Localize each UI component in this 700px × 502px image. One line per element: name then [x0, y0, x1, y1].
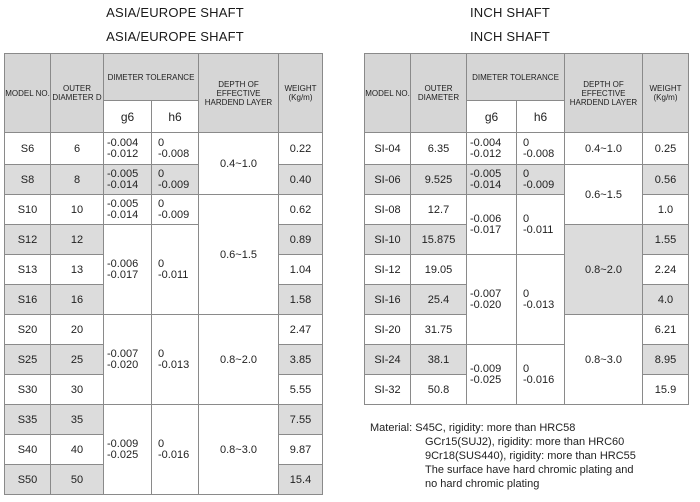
diameter-cell: 25.4 [411, 285, 467, 315]
section-subtitle: ASIA/EUROPE SHAFT [106, 29, 244, 44]
model-cell: SI-06 [365, 165, 411, 195]
g6-cell: -0.004 -0.012 [467, 133, 517, 165]
weight-cell: 15.4 [279, 465, 323, 495]
diameter-cell: 9.525 [411, 165, 467, 195]
col-model-header: MODEL NO. [365, 54, 411, 133]
depth-cell: 0.4~1.0 [565, 133, 643, 165]
depth-cell: 0.4~1.0 [199, 133, 279, 195]
weight-cell: 0.89 [279, 225, 323, 255]
g6-cell: -0.007 -0.020 [104, 315, 152, 405]
depth-cell: 0.6~1.5 [199, 195, 279, 315]
diameter-cell: 16 [51, 285, 104, 315]
weight-cell: 7.55 [279, 405, 323, 435]
depth-cell: 0.8~3.0 [199, 405, 279, 495]
col-h6-header: h6 [517, 101, 565, 133]
diameter-cell: 6.35 [411, 133, 467, 165]
model-cell: SI-20 [365, 315, 411, 345]
col-g6-header: g6 [104, 101, 152, 133]
g6-cell: -0.006 -0.017 [104, 225, 152, 315]
material-line: Material: S45C, rigidity: more than HRC58 [370, 422, 576, 434]
h6-cell: 0 -0.008 [152, 133, 199, 165]
diameter-cell: 31.75 [411, 315, 467, 345]
material-line: GCr15(SUJ2), rigidity: more than HRC60 [425, 436, 625, 448]
weight-cell: 2.24 [643, 255, 689, 285]
h6-cell: 0 -0.016 [152, 405, 199, 495]
g6-cell: -0.007 -0.020 [467, 255, 517, 345]
col-h6-header: h6 [152, 101, 199, 133]
diameter-cell: 38.1 [411, 345, 467, 375]
col-outer-header: OUTER DIAMETER [411, 54, 467, 133]
diameter-cell: 50.8 [411, 375, 467, 405]
model-cell: S13 [5, 255, 51, 285]
h6-cell: 0 -0.008 [517, 133, 565, 165]
diameter-cell: 12 [51, 225, 104, 255]
g6-cell: -0.005 -0.014 [467, 165, 517, 195]
col-weight-header: WEIGHT (Kg/m) [279, 54, 323, 133]
h6-cell: 0 -0.009 [152, 195, 199, 225]
diameter-cell: 12.7 [411, 195, 467, 225]
col-weight-header: WEIGHT (Kg/m) [643, 54, 689, 133]
model-cell: SI-24 [365, 345, 411, 375]
diameter-cell: 40 [51, 435, 104, 465]
weight-cell: 0.62 [279, 195, 323, 225]
model-cell: S35 [5, 405, 51, 435]
diameter-cell: 30 [51, 375, 104, 405]
model-cell: SI-12 [365, 255, 411, 285]
g6-cell: -0.006 -0.017 [467, 195, 517, 255]
model-cell: S10 [5, 195, 51, 225]
diameter-cell: 8 [51, 165, 104, 195]
model-cell: S6 [5, 133, 51, 165]
col-tolerance-header: DIMETER TOLERANCE [467, 54, 565, 101]
weight-cell: 1.55 [643, 225, 689, 255]
weight-cell: 9.87 [279, 435, 323, 465]
material-notes [370, 421, 636, 491]
diameter-cell: 15.875 [411, 225, 467, 255]
h6-cell: 0 -0.009 [517, 165, 565, 195]
g6-cell: -0.005 -0.014 [104, 165, 152, 195]
depth-cell: 0.8~2.0 [565, 225, 643, 315]
material-line: 9Cr18(SUS440), rigidity: more than HRC55 [425, 450, 636, 462]
col-depth-header: DEPTH OF EFFECTIVE HARDEND LAYER [199, 54, 279, 133]
g6-cell: -0.009 -0.025 [467, 345, 517, 405]
diameter-cell: 10 [51, 195, 104, 225]
model-cell: SI-32 [365, 375, 411, 405]
section-title: ASIA/EUROPE SHAFT [106, 5, 244, 20]
weight-cell: 0.22 [279, 133, 323, 165]
col-g6-header: g6 [467, 101, 517, 133]
diameter-cell: 25 [51, 345, 104, 375]
h6-cell: 0 -0.011 [517, 195, 565, 255]
weight-cell: 0.40 [279, 165, 323, 195]
diameter-cell: 13 [51, 255, 104, 285]
model-cell: SI-10 [365, 225, 411, 255]
h6-cell: 0 -0.011 [152, 225, 199, 315]
model-cell: SI-08 [365, 195, 411, 225]
g6-cell: -0.005 -0.014 [104, 195, 152, 225]
col-tolerance-header: DIMETER TOLERANCE [104, 54, 199, 101]
diameter-cell: 19.05 [411, 255, 467, 285]
model-cell: SI-16 [365, 285, 411, 315]
model-cell: S25 [5, 345, 51, 375]
model-cell: S40 [5, 435, 51, 465]
diameter-cell: 50 [51, 465, 104, 495]
h6-cell: 0 -0.009 [152, 165, 199, 195]
diameter-cell: 20 [51, 315, 104, 345]
model-cell: SI-04 [365, 133, 411, 165]
weight-cell: 0.56 [643, 165, 689, 195]
h6-cell: 0 -0.013 [152, 315, 199, 405]
g6-cell: -0.009 -0.025 [104, 405, 152, 495]
diameter-cell: 6 [51, 133, 104, 165]
inch-table [364, 53, 689, 405]
weight-cell: 5.55 [279, 375, 323, 405]
model-cell: S8 [5, 165, 51, 195]
depth-cell: 0.8~2.0 [199, 315, 279, 405]
h6-cell: 0 -0.016 [517, 345, 565, 405]
model-cell: S50 [5, 465, 51, 495]
weight-cell: 1.04 [279, 255, 323, 285]
col-depth-header: DEPTH OF EFFECTIVE HARDEND LAYER [565, 54, 643, 133]
h6-cell: 0 -0.013 [517, 255, 565, 345]
weight-cell: 3.85 [279, 345, 323, 375]
weight-cell: 6.21 [643, 315, 689, 345]
weight-cell: 4.0 [643, 285, 689, 315]
model-cell: S30 [5, 375, 51, 405]
section-title: INCH SHAFT [470, 5, 550, 20]
material-line: no hard chromic plating [425, 478, 540, 490]
weight-cell: 1.58 [279, 285, 323, 315]
depth-cell: 0.8~3.0 [565, 315, 643, 405]
col-outer-header: OUTER DIAMETER D [51, 54, 104, 133]
diameter-cell: 35 [51, 405, 104, 435]
model-cell: S20 [5, 315, 51, 345]
col-model-header: MODEL NO. [5, 54, 51, 133]
weight-cell: 15.9 [643, 375, 689, 405]
depth-cell: 0.6~1.5 [565, 165, 643, 225]
g6-cell: -0.004 -0.012 [104, 133, 152, 165]
material-line: The surface have hard chromic plating and [425, 464, 634, 476]
weight-cell: 8.95 [643, 345, 689, 375]
asia-europe-table [4, 53, 323, 495]
section-subtitle: INCH SHAFT [470, 29, 550, 44]
model-cell: S16 [5, 285, 51, 315]
model-cell: S12 [5, 225, 51, 255]
weight-cell: 1.0 [643, 195, 689, 225]
weight-cell: 0.25 [643, 133, 689, 165]
weight-cell: 2.47 [279, 315, 323, 345]
